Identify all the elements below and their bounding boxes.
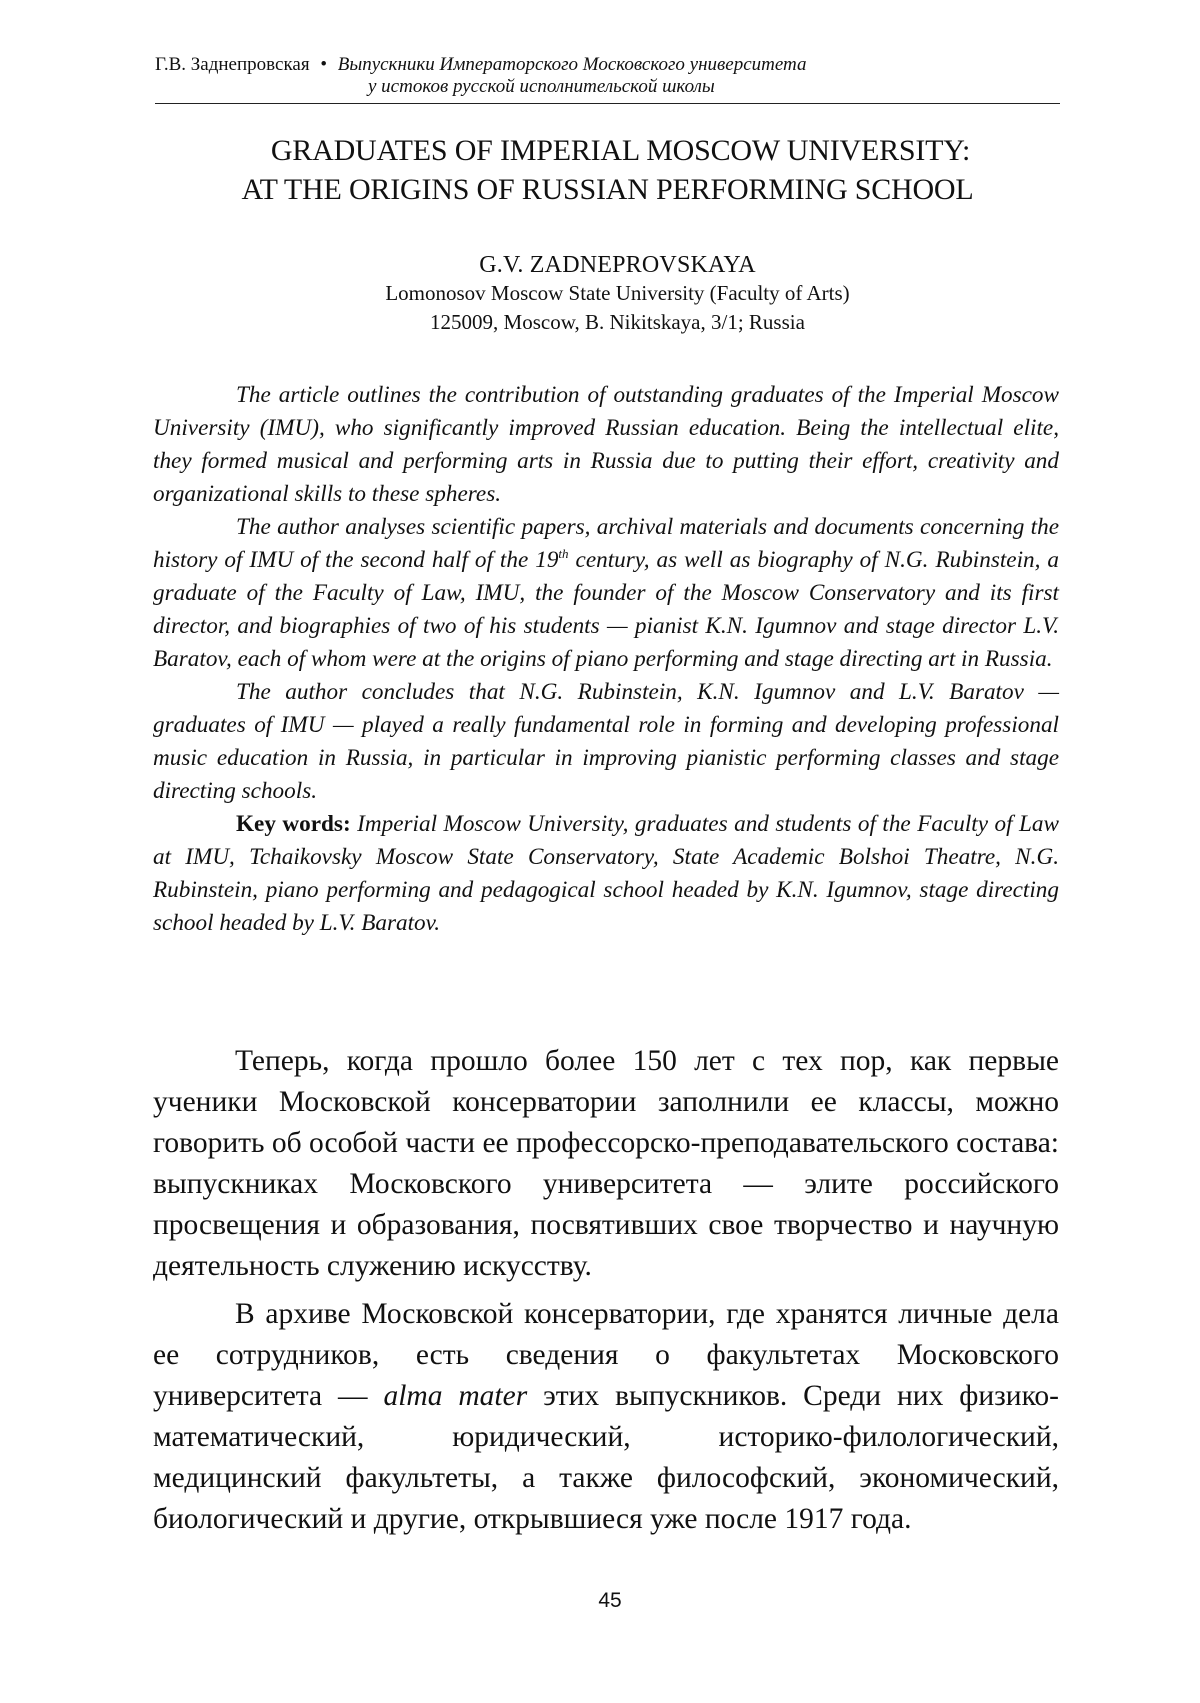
article-title-line-2: AT THE ORIGINS OF RUSSIAN PERFORMING SCHOOL — [155, 170, 1060, 209]
alma-mater-emphasis: alma mater — [383, 1380, 527, 1412]
keywords-text: Imperial Moscow University, graduates and students of the Faculty of Law at IMU, Tchaikovsky Moscow State Conservatory, State Academic Bolshoi Theatre, N.G. Rubinstein, piano performing and pedagogical school head­ed by K.N. Igumnov, stage directing school headed by L.V. Baratov. — [153, 811, 1059, 936]
ordinal-superscript: th — [558, 546, 568, 561]
running-header-line-1 — [155, 54, 1055, 76]
body-paragraph-2-text-a: В архиве Московской консерватории, где хранятся личные дела ее сотрудников, есть сведения о факультетах Московско­го университета — — [153, 1298, 1059, 1412]
author-address: 125009, Moscow, B. Nikitskaya, 3/1; Russia — [155, 308, 1060, 337]
author-block — [155, 251, 1060, 337]
body-paragraph-2-text-b: этих выпускников. Среди них физико-математический, юридический, историко-филологиче­ский, медицинский факультеты, а также философский, экономи­ческий, биологический и другие, открывшиеся уже после 1917 года. — [153, 1380, 1059, 1535]
running-header-author: Г.В. Заднепровская — [155, 54, 310, 75]
author-affiliation: Lomonosov Moscow State University (Faculty of Arts) — [155, 279, 1060, 308]
body-paragraph-1: Теперь, когда прошло более 150 лет с тех пор, как первые ученики Московской консерватории заполнили ее классы, мож­но говорить об особой части ее профессорско-преподаватель­ского состава: выпускниках Московского университета — эли­те российского просвещения и образования, посвятивших свое творчество и научную деятельность служению искусству. — [153, 1041, 1059, 1287]
keywords-label: Key words: — [236, 811, 351, 837]
abstract — [153, 379, 1059, 940]
author-name: G.V. ZADNEPROVSKAYA — [155, 251, 1060, 279]
abstract-paragraph-3: The author concludes that N.G. Rubinstein, K.N. Igumnov and L.V. Baratov — graduates of IMU — played a really fundamental role in forming and developing professional music education in Russia, in particular in improving pianistic per­forming classes and stage directing schools. — [153, 676, 1059, 808]
abstract-paragraph-2-text-b: century, as well as biog­raphy of N.G. Rubinstein, a graduate of the Faculty of Law, IMU, the founder of the Moscow Conservatory and its first director, and biographies of two of his students — pianist K.N. Igumnov and stage director L.V. Baratov, each of whom were at the origins of piano performing and stage directing art in Russia. — [153, 547, 1059, 672]
journal-page — [0, 0, 1200, 1703]
article-title-line-1: GRADUATES OF IMPERIAL MOSCOW UNIVERSITY: — [155, 131, 1060, 170]
running-header-title-line-1: Выпускники Императорского Московского университета — [338, 54, 807, 75]
abstract-paragraph-1: The article outlines the contribution of outstanding graduates of the Impe­rial Moscow University (IMU), who significantly improved Russian education. Being the intellectual elite, they formed musical and performing arts in Russia due to putting their effort, creativity and organizational skills to these spheres. — [153, 379, 1059, 511]
body-paragraph-2 — [153, 1294, 1059, 1540]
page-number: 45 — [0, 1588, 1200, 1614]
body-text — [153, 1041, 1059, 1547]
running-header-title-line-2: у истоков русской исполнительской школы — [155, 76, 1055, 98]
running-header-separator: • — [320, 54, 327, 75]
article-title — [155, 131, 1060, 209]
header-divider — [155, 103, 1060, 104]
running-header — [155, 54, 1055, 98]
abstract-paragraph-2 — [153, 511, 1059, 676]
abstract-paragraph-2-text-a: The author analyses scientific papers, archival materials and documents concerning the history of IMU of the second half of the 19 — [153, 514, 1059, 573]
keywords-paragraph — [153, 808, 1059, 940]
